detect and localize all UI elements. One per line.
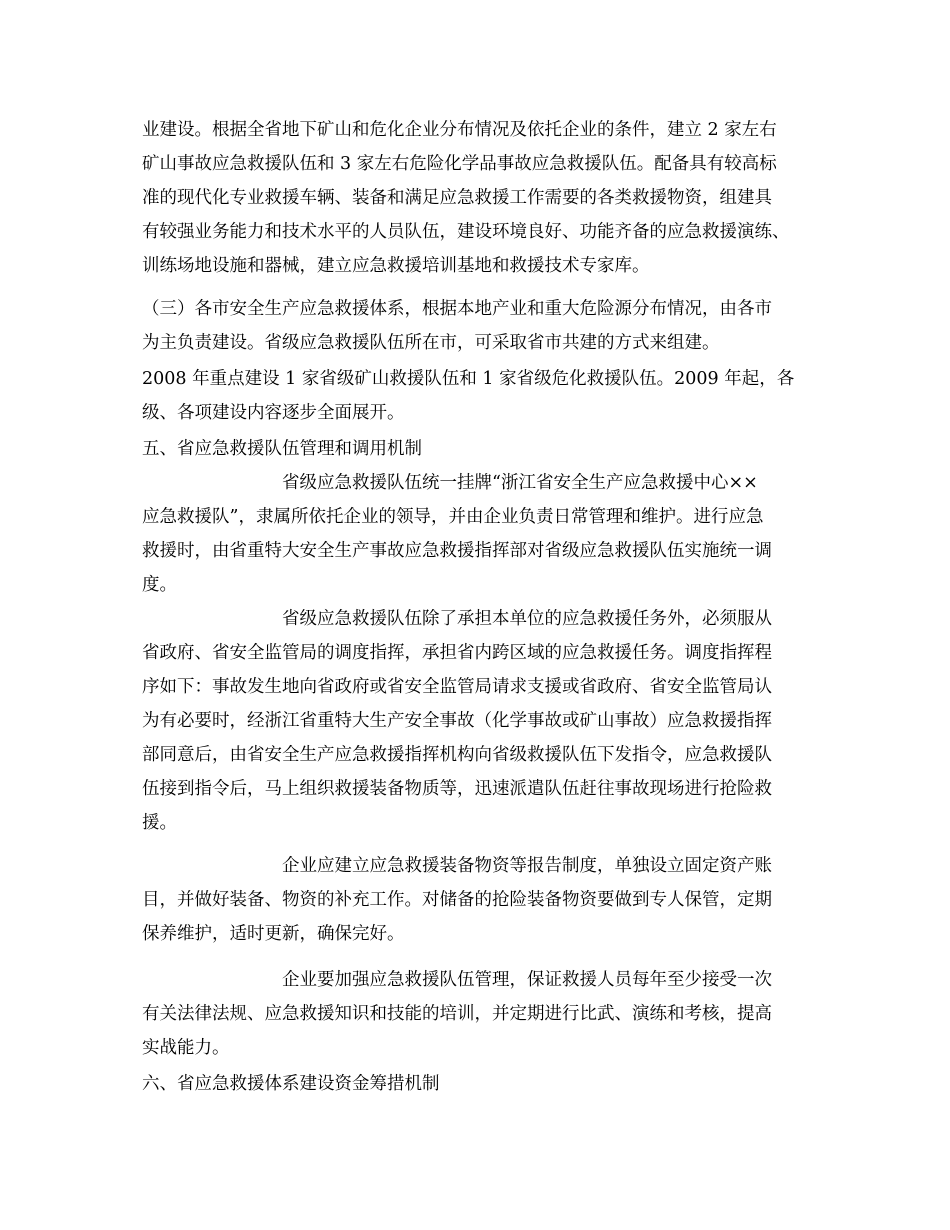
- text-line: 目，并做好装备、物资的补充工作。对储备的抢险装备物资要做到专人保管，定期: [142, 890, 772, 910]
- text-line: 省级应急救援队伍统一挂牌“浙江省安全生产应急救援中心××: [282, 473, 758, 493]
- text-line: 企业应建立应急救援装备物资等报告制度，单独设立固定资产账: [282, 856, 772, 876]
- text-line: 度。: [142, 575, 177, 595]
- text-line: 有关法律法规、应急救援知识和技能的培训，并定期进行比武、演练和考核，提高: [142, 1004, 772, 1024]
- text-line: 矿山事故应急救援队伍和 3 家左右危险化学品事故应急救援队伍。配备具有较高标: [142, 154, 777, 174]
- text-line: 训练场地设施和器械，建立应急救援培训基地和救援技术专家库。: [142, 256, 650, 276]
- text-line: 部同意后，由省安全生产应急救援指挥机构向省级救援队伍下发指令，应急救援队: [142, 745, 772, 765]
- text-line: 援。: [142, 813, 177, 833]
- text-line: 准的现代化专业救援车辆、装备和满足应急救援工作需要的各类救援物资，组建具: [142, 188, 772, 208]
- text-line: 保养维护，适时更新，确保完好。: [142, 924, 405, 944]
- text-line: 业建设。根据全省地下矿山和危化企业分布情况及依托企业的条件，建立 2 家左右: [142, 120, 777, 140]
- text-line: 省级应急救援队伍除了承担本单位的应急救援任务外，必须服从: [282, 609, 772, 629]
- text-line: 企业要加强应急救援队伍管理，保证救援人员每年至少接受一次: [282, 970, 772, 990]
- section-heading: 五、省应急救援队伍管理和调用机制: [142, 439, 422, 459]
- section-heading: 六、省应急救援体系建设资金筹措机制: [142, 1074, 440, 1094]
- text-line: 2008 年重点建设 1 家省级矿山救援队伍和 1 家省级危化救援队伍。2009 年起，各: [142, 369, 795, 389]
- text-line: 为有必要时，经浙江省重特大生产安全事故（化学事故或矿山事故）应急救援指挥: [142, 711, 772, 731]
- text-line: 有较强业务能力和技术水平的人员队伍，建设环境良好、功能齐备的应急救援演练、: [142, 222, 790, 242]
- text-line: 伍接到指令后，马上组织救援装备物质等，迅速派遣队伍赶往事故现场进行抢险救: [142, 779, 772, 799]
- text-line: 应急救援队”，隶属所依托企业的领导，并由企业负责日常管理和维护。进行应急: [142, 507, 764, 527]
- text-line: 实战能力。: [142, 1038, 230, 1058]
- text-line: 救援时，由省重特大安全生产事故应急救援指挥部对省级应急救援队伍实施统一调: [142, 541, 772, 561]
- text-line: 序如下：事故发生地向省政府或省安全监管局请求支援或省政府、省安全监管局认: [142, 677, 772, 697]
- text-line: 级、各项建设内容逐步全面展开。: [142, 403, 405, 423]
- text-line: 为主负责建设。省级应急救援队伍所在市，可采取省市共建的方式来组建。: [142, 333, 720, 353]
- text-line: （三）各市安全生产应急救援体系，根据本地产业和重大危险源分布情况，由各市: [142, 299, 772, 319]
- text-line: 省政府、省安全监管局的调度指挥，承担省内跨区域的应急救援任务。调度指挥程: [142, 643, 772, 663]
